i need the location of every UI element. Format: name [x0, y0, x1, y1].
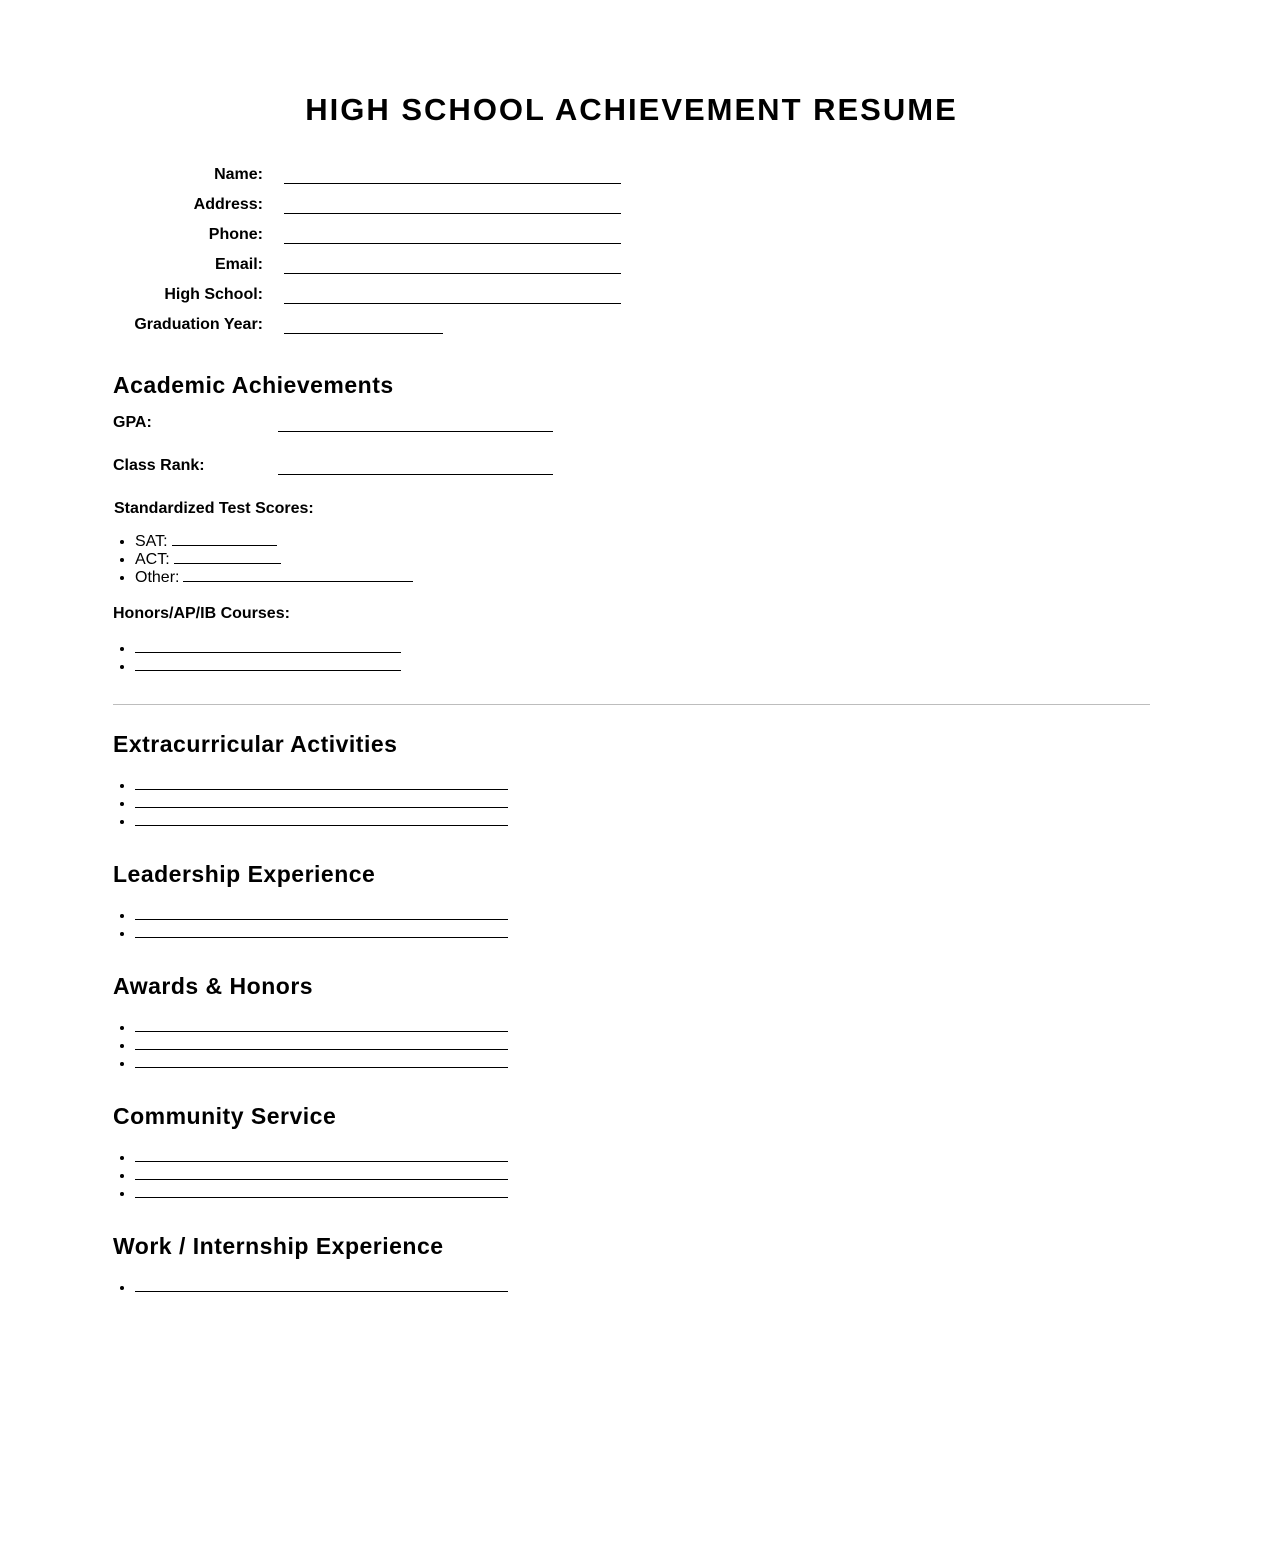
class-rank-label: Class Rank:	[113, 457, 205, 474]
act-label: ACT:	[135, 551, 170, 568]
list-item	[135, 1034, 508, 1052]
name-label: Name:	[214, 166, 263, 183]
community-service-field[interactable]	[135, 1146, 508, 1162]
list-item	[135, 792, 508, 810]
graduation-year-field[interactable]	[284, 313, 443, 334]
list-item	[135, 1016, 508, 1034]
extracurricular-heading: Extracurricular Activities	[113, 731, 398, 757]
page-title: HIGH SCHOOL ACHIEVEMENT RESUME	[305, 92, 958, 127]
course-field[interactable]	[135, 655, 401, 671]
list-item	[135, 774, 508, 792]
act-score-item	[135, 549, 413, 567]
academic-achievements-heading: Academic Achievements	[113, 372, 394, 398]
extracurricular-list	[113, 774, 508, 828]
community-service-field[interactable]	[135, 1182, 508, 1198]
email-label: Email:	[214, 256, 263, 273]
address-label: Address:	[193, 196, 263, 213]
email-field[interactable]	[284, 253, 621, 274]
high-school-field[interactable]	[284, 283, 621, 304]
name-field[interactable]	[284, 163, 621, 184]
test-scores-label: Standardized Test Scores:	[114, 500, 314, 517]
phone-field[interactable]	[284, 223, 621, 244]
gpa-field[interactable]	[278, 411, 553, 432]
test-scores-list	[113, 531, 413, 585]
list-item	[135, 1052, 508, 1070]
other-field[interactable]	[183, 567, 413, 582]
leadership-field[interactable]	[135, 904, 508, 920]
gpa-label: GPA:	[113, 414, 152, 431]
award-field[interactable]	[135, 1052, 508, 1068]
extracurricular-field[interactable]	[135, 810, 508, 826]
courses-label: Honors/AP/IB Courses:	[113, 605, 290, 622]
work-experience-field[interactable]	[135, 1276, 508, 1292]
award-field[interactable]	[135, 1034, 508, 1050]
high-school-label: High School:	[164, 286, 263, 303]
sat-label: SAT:	[135, 533, 168, 550]
class-rank-field[interactable]	[278, 454, 553, 475]
courses-list	[113, 637, 401, 673]
list-item	[135, 1276, 508, 1294]
list-item	[135, 922, 508, 940]
address-field[interactable]	[284, 193, 621, 214]
phone-label: Phone:	[208, 226, 263, 243]
course-item	[135, 655, 401, 673]
course-item	[135, 637, 401, 655]
extracurricular-field[interactable]	[135, 774, 508, 790]
list-item	[135, 904, 508, 922]
course-field[interactable]	[135, 637, 401, 653]
other-label: Other:	[135, 569, 180, 586]
community-service-list	[113, 1146, 508, 1200]
section-divider	[113, 704, 1150, 705]
leadership-heading: Leadership Experience	[113, 861, 376, 887]
work-experience-heading: Work / Internship Experience	[113, 1233, 444, 1259]
list-item	[135, 1146, 508, 1164]
extracurricular-field[interactable]	[135, 792, 508, 808]
list-item	[135, 1182, 508, 1200]
award-field[interactable]	[135, 1016, 508, 1032]
sat-field[interactable]	[172, 531, 277, 546]
community-service-heading: Community Service	[113, 1103, 337, 1129]
awards-list	[113, 1016, 508, 1070]
list-item	[135, 810, 508, 828]
leadership-list	[113, 904, 508, 940]
graduation-year-label: Graduation Year:	[134, 316, 263, 333]
work-experience-list	[113, 1276, 508, 1294]
community-service-field[interactable]	[135, 1164, 508, 1180]
awards-heading: Awards & Honors	[113, 973, 314, 999]
sat-score-item	[135, 531, 413, 549]
act-field[interactable]	[174, 549, 281, 564]
leadership-field[interactable]	[135, 922, 508, 938]
other-score-item	[135, 567, 413, 585]
list-item	[135, 1164, 508, 1182]
